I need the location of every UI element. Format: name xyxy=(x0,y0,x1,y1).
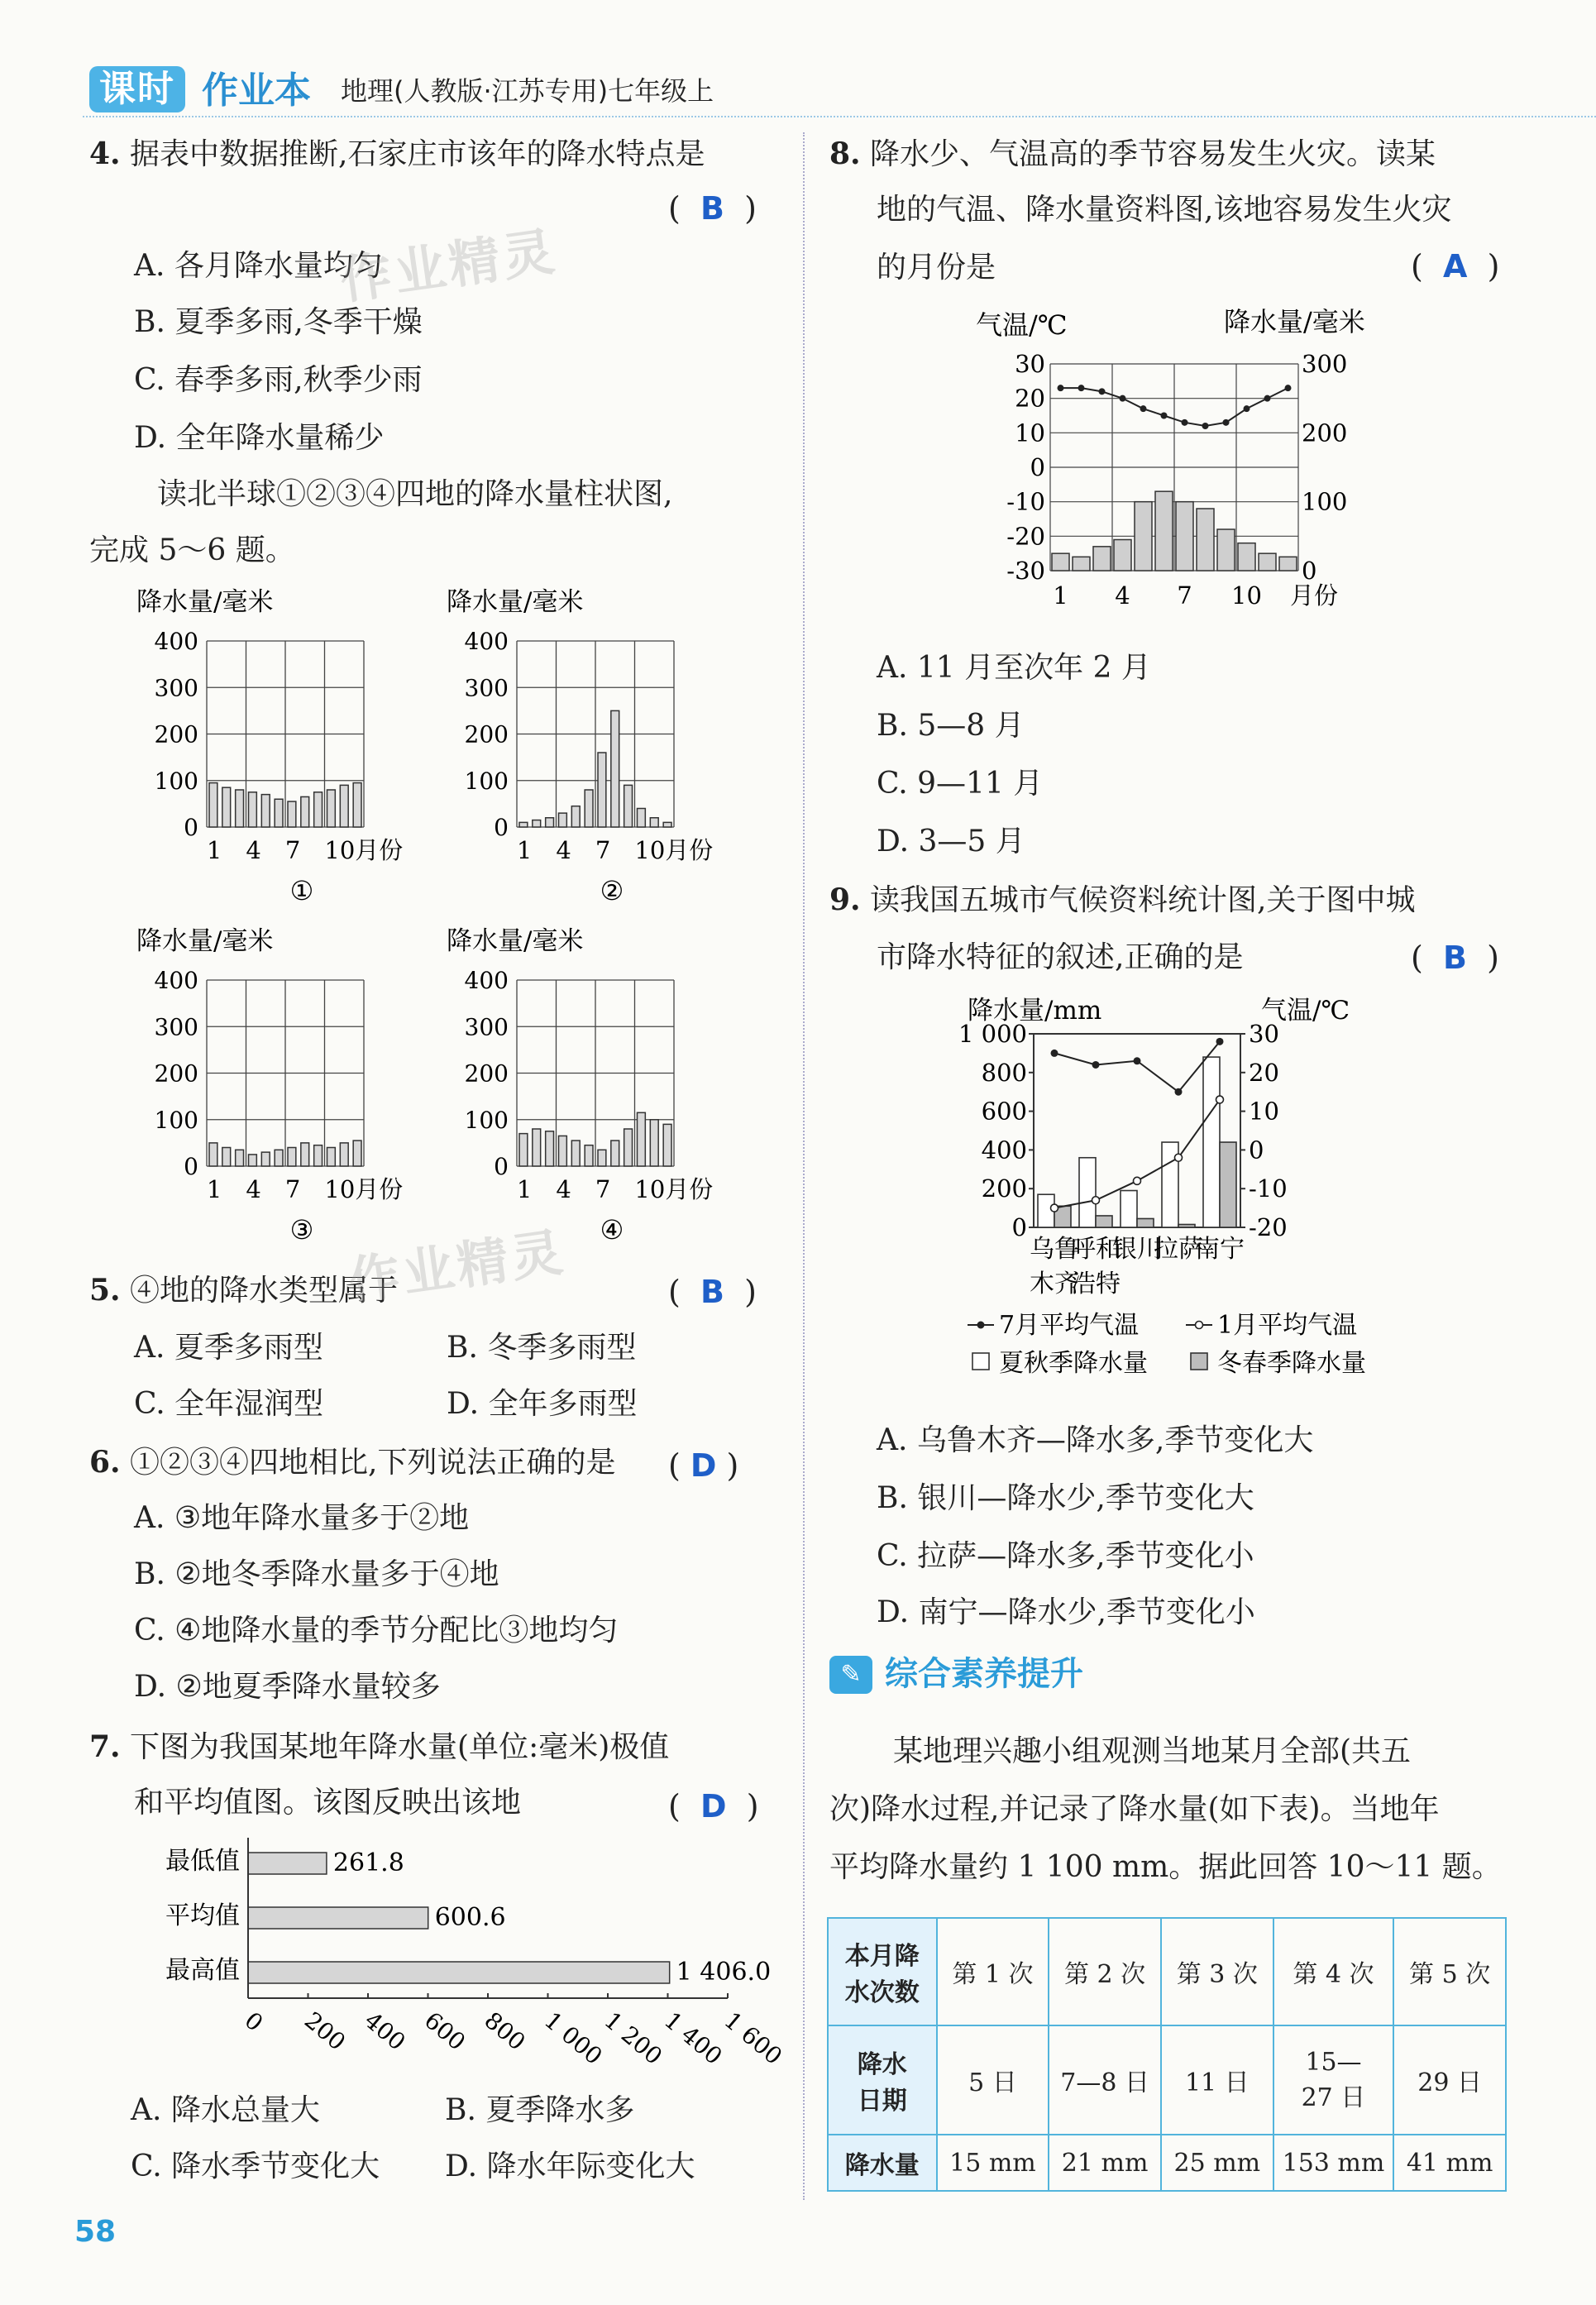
chart-ylabel-right: 气温/℃ xyxy=(1261,996,1350,1026)
legend-july-point xyxy=(977,1322,985,1329)
intro-5-6-line2: 完成 5～6 题。 xyxy=(89,533,295,567)
city-label: 浩特 xyxy=(1071,1270,1121,1298)
precip-bar xyxy=(519,1134,528,1166)
precip-bar xyxy=(209,783,217,827)
chart-ylabel: 降水量/毫米 xyxy=(136,926,274,956)
precip-bar xyxy=(533,820,541,827)
q5-option-d: D. 全年多雨型 xyxy=(447,1387,638,1421)
q6-option-a: A. ③地年降水量多于②地 xyxy=(134,1501,470,1535)
right-tick-label: 100 xyxy=(1302,487,1348,516)
right-tick-label: 0 xyxy=(1302,557,1317,585)
q4-option-b: B. 夏季多雨,冬季干燥 xyxy=(134,305,423,339)
q7-option-d: D. 降水年际变化大 xyxy=(445,2150,695,2183)
temperature-point xyxy=(1264,395,1271,402)
intro-10-11-line3: 平均降水量约 1 100 mm。据此回答 10～11 题。 xyxy=(829,1850,1502,1884)
watermark: 作业精灵 xyxy=(344,1221,570,1312)
x-tick-label: 200 xyxy=(299,2006,351,2056)
q4-answer: ( B ) xyxy=(668,190,757,227)
table-cell: 11 日 xyxy=(1161,2025,1273,2135)
q8-stem-line2: 地的气温、降水量资料图,该地容易发生火灾 xyxy=(877,193,1452,227)
x-tick-label: 1 xyxy=(516,1175,533,1203)
precip-bar xyxy=(650,818,658,827)
legend-label: 7月平均气温 xyxy=(999,1311,1140,1340)
subject-title: 地理(人教版·江苏专用)七年级上 xyxy=(341,75,714,107)
y-tick-label: 100 xyxy=(464,767,509,795)
q4-option-d: D. 全年降水量稀少 xyxy=(134,421,385,455)
q5-answer-letter: B xyxy=(700,1274,724,1310)
table-cell: 15— 27 日 xyxy=(1273,2025,1394,2135)
summer-autumn-bar xyxy=(1121,1191,1137,1227)
y-tick-label: 200 xyxy=(154,1059,198,1088)
q8-option-a: A. 11 月至次年 2 月 xyxy=(877,651,1151,685)
left-tick-label: -20 xyxy=(1006,522,1045,551)
table-cell: 15 mm xyxy=(937,2135,1049,2191)
winter-spring-bar xyxy=(1137,1218,1154,1227)
bar-category-label: 最低值 xyxy=(165,1847,240,1876)
precip-bar xyxy=(275,799,283,827)
q5-option-a: A. 夏季多雨型 xyxy=(134,1331,323,1365)
chart-ylabel: 降水量/毫米 xyxy=(136,587,274,617)
temperature-point xyxy=(1285,385,1292,391)
table-cell: 第 3 次 xyxy=(1161,1918,1273,2025)
legend-label: 冬春季降水量 xyxy=(1217,1349,1366,1378)
y-tick-label: 300 xyxy=(154,674,198,702)
q8-stem-line1: 8. 降水少、气温高的季节容易发生火灾。读某 xyxy=(829,136,1436,171)
precip-bar xyxy=(519,822,528,827)
precip-bar xyxy=(663,822,671,827)
precip-bar xyxy=(1238,543,1255,571)
y-tick-label: 100 xyxy=(154,767,198,795)
column-divider xyxy=(803,132,805,2200)
table-header-cell: 降水 日期 xyxy=(828,2025,937,2135)
precip-bar xyxy=(571,806,580,827)
january-temp-point xyxy=(1175,1154,1183,1161)
precip-bar xyxy=(301,796,309,827)
chart-ylabel: 降水量/毫米 xyxy=(447,587,584,617)
precip-bar xyxy=(546,818,554,827)
x-tick-label: 4 xyxy=(556,836,571,864)
value-bar xyxy=(248,1907,428,1929)
precip-bar xyxy=(249,792,257,827)
annual-precipitation-extremes-chart xyxy=(149,1828,788,2070)
precip-bar xyxy=(327,1148,336,1167)
page-number: 58 xyxy=(74,2215,117,2249)
x-tick-label: 1 xyxy=(206,836,222,864)
precipitation-records-table xyxy=(827,1917,1507,2192)
left-tick-label: -30 xyxy=(1006,557,1045,585)
q7-answer: ( D ) xyxy=(668,1788,759,1824)
y-tick-label: 400 xyxy=(154,967,198,994)
x-tick-label: 7 xyxy=(1177,581,1192,610)
july-temp-point xyxy=(1051,1050,1058,1057)
x-tick-label: 1 600 xyxy=(719,2006,788,2070)
y-tick-label: 400 xyxy=(154,628,198,655)
q9-stem-line1: 9. 读我国五城市气候资料统计图,关于图中城 xyxy=(829,882,1416,917)
table-header-cell: 降水量 xyxy=(828,2135,937,2191)
temperature-point xyxy=(1182,419,1188,426)
y-tick-label: 0 xyxy=(494,814,509,841)
x-tick-label: 7 xyxy=(595,1175,611,1203)
precip-bar xyxy=(314,792,323,827)
precip-bar xyxy=(353,1141,361,1166)
logo-text: 课时 xyxy=(99,68,175,110)
y-tick-label: 400 xyxy=(464,628,509,655)
q4-option-c: C. 春季多雨,秋季少雨 xyxy=(134,363,423,397)
table-row xyxy=(828,2025,1506,2135)
chart-title: ② xyxy=(600,875,624,906)
q6-stem: 6. ①②③④四地相比,下列说法正确的是 xyxy=(89,1445,616,1480)
y-tick-label: 0 xyxy=(184,814,198,841)
value-bar xyxy=(248,1962,670,1983)
precip-bar xyxy=(236,1150,244,1166)
table-cell: 5 日 xyxy=(937,2025,1049,2135)
legend-winter-spring-swatch xyxy=(1191,1353,1207,1370)
precip-bar xyxy=(353,783,361,827)
x-tick-label: 10 xyxy=(1231,581,1262,610)
summer-autumn-bar xyxy=(1203,1057,1220,1227)
table-cell: 第 5 次 xyxy=(1393,1918,1506,2025)
value-bar xyxy=(248,1853,327,1874)
q4-answer-letter: B xyxy=(700,190,724,227)
q5-option-c: C. 全年湿润型 xyxy=(134,1387,324,1421)
precipitation-bar-charts xyxy=(116,579,777,1257)
precip-bar xyxy=(340,785,348,827)
precip-bar xyxy=(1279,557,1297,571)
x-tick-label: 1 xyxy=(516,836,533,864)
precip-bar xyxy=(663,1124,671,1166)
precip-bar xyxy=(598,753,606,827)
left-tick-label: 1 000 xyxy=(958,1020,1027,1048)
chart-ylabel-left: 降水量/mm xyxy=(968,996,1102,1026)
q6-answer: ( D ) xyxy=(668,1447,739,1484)
table-row xyxy=(828,2135,1506,2191)
q9-option-a: A. 乌鲁木齐—降水多,季节变化大 xyxy=(877,1423,1314,1457)
q6-option-b: B. ②地冬季降水量多于④地 xyxy=(134,1557,499,1591)
y-tick-label: 0 xyxy=(184,1153,198,1180)
precip-bar xyxy=(585,790,593,827)
right-tick-label: 200 xyxy=(1302,418,1348,447)
chart-title: ① xyxy=(289,875,314,906)
legend-label: 1月平均气温 xyxy=(1217,1311,1358,1340)
q7-option-a: A. 降水总量大 xyxy=(131,2093,320,2127)
chart-ylabel-right: 降水量/毫米 xyxy=(1224,306,1365,337)
precip-bar xyxy=(288,801,296,827)
left-tick-label: 0 xyxy=(1030,453,1045,481)
left-tick-label: 800 xyxy=(981,1058,1027,1087)
right-tick-label: 20 xyxy=(1249,1058,1279,1087)
q8-option-b: B. 5—8 月 xyxy=(877,709,1025,743)
precip-bar xyxy=(533,1129,541,1166)
precip-bar xyxy=(1155,491,1173,571)
january-temp-point xyxy=(1092,1197,1100,1204)
bar-value-label: 600.6 xyxy=(434,1903,506,1932)
section-title: 综合素养提升 xyxy=(885,1655,1083,1693)
x-tick-label: 4 xyxy=(246,1175,261,1203)
precip-bar xyxy=(585,1145,593,1166)
brand-logo xyxy=(89,66,185,112)
q7-stem-line1: 7. 下图为我国某地年降水量(单位:毫米)极值 xyxy=(89,1729,670,1764)
right-tick-label: 30 xyxy=(1249,1020,1279,1048)
x-tick-label: 7 xyxy=(284,836,301,864)
temperature-precipitation-chart xyxy=(976,298,1439,629)
precip-bar xyxy=(236,790,244,827)
y-tick-label: 100 xyxy=(154,1106,198,1134)
right-tick-label: 0 xyxy=(1249,1136,1264,1164)
table-cell: 7—8 日 xyxy=(1049,2025,1161,2135)
precip-bar xyxy=(261,795,270,827)
left-tick-label: 200 xyxy=(981,1174,1027,1203)
chart-ylabel: 降水量/毫米 xyxy=(447,926,584,956)
legend-january-point xyxy=(1196,1322,1203,1329)
x-tick-label: 10月份 xyxy=(634,836,714,864)
y-tick-label: 300 xyxy=(464,1013,509,1041)
temperature-point xyxy=(1244,405,1250,412)
q8-option-c: C. 9—11 月 xyxy=(877,767,1044,801)
january-temp-point xyxy=(1051,1204,1058,1212)
precip-bar xyxy=(638,1112,646,1166)
precip-bar xyxy=(1052,553,1069,571)
q9-answer-letter: B xyxy=(1442,940,1467,976)
q5-stem: 5. ④地的降水类型属于 xyxy=(89,1273,399,1308)
precip-bar xyxy=(624,1129,633,1166)
precip-bar xyxy=(1259,553,1276,571)
precip-bar xyxy=(559,813,567,827)
x-tick-label: 1 xyxy=(1053,581,1068,610)
chart-title: ③ xyxy=(289,1214,314,1246)
x-axis-unit: 月份 xyxy=(1290,581,1339,610)
x-tick-label: 10月份 xyxy=(324,1175,404,1203)
precip-bar xyxy=(301,1143,309,1166)
precip-bar xyxy=(1135,502,1152,571)
chart-ylabel-left: 气温/℃ xyxy=(976,309,1068,341)
x-tick-label: 600 xyxy=(419,2006,471,2056)
precip-bar xyxy=(222,787,231,827)
temperature-point xyxy=(1120,395,1126,402)
winter-spring-bar xyxy=(1220,1142,1236,1227)
q6-option-d: D. ②地夏季降水量较多 xyxy=(134,1670,441,1704)
precip-bar xyxy=(340,1143,348,1166)
temperature-point xyxy=(1223,419,1230,426)
right-tick-label: -20 xyxy=(1249,1213,1288,1241)
table-row xyxy=(828,1918,1506,2025)
city-label: 呼和 xyxy=(1071,1235,1121,1264)
right-tick-label: 300 xyxy=(1302,350,1348,378)
chart-title: ④ xyxy=(600,1214,624,1246)
precip-bar xyxy=(209,1143,217,1166)
table-cell: 第 2 次 xyxy=(1049,1918,1161,2025)
q8-option-d: D. 3—5 月 xyxy=(877,825,1025,858)
precip-bar xyxy=(314,1145,323,1166)
q7-option-c: C. 降水季节变化大 xyxy=(131,2150,380,2183)
intro-10-11-line1: 某地理兴趣小组观测当地某月全部(共五 xyxy=(893,1734,1412,1768)
precip-bar xyxy=(638,809,646,828)
precip-bar xyxy=(275,1150,283,1166)
july-temp-point xyxy=(1175,1088,1183,1096)
left-tick-label: 0 xyxy=(1011,1213,1027,1241)
q9-answer: ( B ) xyxy=(1411,940,1499,976)
left-tick-label: 400 xyxy=(981,1136,1027,1164)
precip-bar xyxy=(559,1136,567,1166)
table-cell: 153 mm xyxy=(1273,2135,1394,2191)
y-tick-label: 300 xyxy=(154,1013,198,1041)
x-tick-label: 800 xyxy=(479,2006,531,2056)
precip-bar xyxy=(598,1150,606,1166)
q8-answer: ( A ) xyxy=(1411,248,1500,285)
legend-label: 夏秋季降水量 xyxy=(999,1349,1148,1378)
precip-bar xyxy=(1093,547,1111,571)
left-tick-label: 600 xyxy=(981,1097,1027,1126)
y-tick-label: 300 xyxy=(464,674,509,702)
intro-10-11-line2: 次)降水过程,并记录了降水量(如下表)。当地年 xyxy=(829,1792,1440,1826)
x-tick-label: 1 000 xyxy=(539,2006,608,2070)
y-tick-label: 100 xyxy=(464,1106,509,1134)
temperature-point xyxy=(1078,385,1085,391)
table-cell: 21 mm xyxy=(1049,2135,1161,2191)
q4-stem: 4. 据表中数据推断,石家庄市该年的降水特点是 xyxy=(89,136,705,171)
january-temp-point xyxy=(1134,1177,1141,1184)
temperature-point xyxy=(1058,385,1064,391)
city-label: 乌鲁 xyxy=(1030,1235,1079,1264)
x-tick-label: 10月份 xyxy=(634,1175,714,1203)
table-cell: 25 mm xyxy=(1161,2135,1273,2191)
precip-bar xyxy=(1197,509,1214,571)
x-tick-label: 10月份 xyxy=(324,836,404,864)
header-divider xyxy=(83,116,1596,117)
q9-option-d: D. 南宁—降水少,季节变化小 xyxy=(877,1595,1255,1629)
table-cell: 41 mm xyxy=(1393,2135,1506,2191)
q5-option-b: B. 冬季多雨型 xyxy=(447,1331,637,1365)
city-label: 木齐 xyxy=(1030,1270,1079,1298)
bar-category-label: 最高值 xyxy=(165,1956,240,1985)
legend-summer-autumn-swatch xyxy=(972,1353,989,1370)
x-tick-label: 4 xyxy=(556,1175,571,1203)
x-tick-label: 7 xyxy=(595,836,611,864)
q7-answer-letter: D xyxy=(700,1788,727,1824)
q6-answer-letter: D xyxy=(690,1447,717,1484)
intro-5-6-line1: 读北半球①②③④四地的降水量柱状图, xyxy=(157,477,673,511)
q5-answer: ( B ) xyxy=(668,1274,757,1310)
q9-option-c: C. 拉萨—降水多,季节变化小 xyxy=(877,1539,1254,1573)
left-tick-label: 20 xyxy=(1015,384,1045,413)
q9-option-b: B. 银川—降水少,季节变化大 xyxy=(877,1481,1254,1515)
precip-bar xyxy=(546,1131,554,1166)
precip-bar xyxy=(327,790,336,827)
city-label: 拉萨 xyxy=(1154,1235,1203,1264)
left-tick-label: 10 xyxy=(1015,418,1045,447)
right-tick-label: -10 xyxy=(1249,1174,1288,1203)
bar-value-label: 1 406.0 xyxy=(676,1958,772,1987)
watermark: 作业精灵 xyxy=(336,220,561,311)
precip-bar xyxy=(1073,557,1090,571)
precip-bar xyxy=(261,1152,270,1166)
july-temp-line xyxy=(1054,1041,1220,1092)
x-tick-label: 7 xyxy=(284,1175,301,1203)
q6-option-c: C. ④地降水量的季节分配比③地均匀 xyxy=(134,1614,619,1647)
x-tick-label: 1 xyxy=(206,1175,222,1203)
winter-spring-bar xyxy=(1178,1224,1195,1227)
x-tick-label: 4 xyxy=(246,836,261,864)
y-tick-label: 0 xyxy=(494,1153,509,1180)
y-tick-label: 200 xyxy=(154,720,198,748)
q7-stem-line2: 和平均值图。该图反映出该地 xyxy=(134,1786,522,1820)
table-cell: 第 1 次 xyxy=(937,1918,1049,2025)
city-label: 南宁 xyxy=(1195,1235,1245,1264)
five-cities-climate-chart xyxy=(943,989,1472,1403)
temperature-point xyxy=(1161,413,1168,419)
precip-bar xyxy=(1114,540,1131,571)
q7-option-b: B. 夏季降水多 xyxy=(445,2093,635,2127)
pencil-icon: ✎ xyxy=(829,1656,872,1694)
q8-answer-letter: A xyxy=(1442,248,1468,285)
precip-bar xyxy=(611,710,619,827)
y-tick-label: 400 xyxy=(464,967,509,994)
temperature-point xyxy=(1140,405,1147,412)
precip-bar xyxy=(222,1148,231,1167)
precip-bar xyxy=(611,1141,619,1166)
left-tick-label: -10 xyxy=(1006,487,1045,516)
q9-stem-line2: 市降水特征的叙述,正确的是 xyxy=(877,940,1244,974)
july-temp-point xyxy=(1092,1061,1100,1069)
table-header-cell: 本月降 水次数 xyxy=(828,1918,937,2025)
brand-logo-text: 作业本 xyxy=(202,69,311,112)
precip-bar xyxy=(624,785,633,827)
bar-category-label: 平均值 xyxy=(165,1901,240,1930)
january-temp-point xyxy=(1216,1096,1224,1103)
precip-bar xyxy=(1176,502,1193,571)
right-tick-label: 10 xyxy=(1249,1097,1279,1126)
y-tick-label: 200 xyxy=(464,1059,509,1088)
precip-bar xyxy=(249,1155,257,1166)
x-tick-label: 1 200 xyxy=(599,2006,668,2070)
x-tick-label: 1 400 xyxy=(659,2006,728,2070)
table-cell: 第 4 次 xyxy=(1273,1918,1394,2025)
temperature-point xyxy=(1099,388,1106,395)
x-tick-label: 0 xyxy=(239,2006,269,2037)
q4-option-a: A. 各月降水量均匀 xyxy=(134,249,383,283)
city-label: 银川 xyxy=(1112,1235,1162,1264)
winter-spring-bar xyxy=(1096,1216,1112,1227)
precip-bar xyxy=(1217,529,1235,571)
table-cell: 29 日 xyxy=(1393,2025,1506,2135)
july-temp-point xyxy=(1216,1038,1224,1045)
q8-stem-line3: 的月份是 xyxy=(877,251,996,285)
x-tick-label: 4 xyxy=(1115,581,1130,610)
precip-bar xyxy=(650,1120,658,1166)
precip-bar xyxy=(288,1148,296,1167)
left-tick-label: 30 xyxy=(1015,350,1045,378)
bar-value-label: 261.8 xyxy=(332,1848,404,1877)
summer-autumn-bar xyxy=(1079,1158,1096,1227)
temperature-point xyxy=(1202,423,1209,429)
y-tick-label: 200 xyxy=(464,720,509,748)
precip-bar xyxy=(571,1141,580,1166)
july-temp-point xyxy=(1134,1057,1141,1064)
x-tick-label: 400 xyxy=(359,2006,411,2056)
